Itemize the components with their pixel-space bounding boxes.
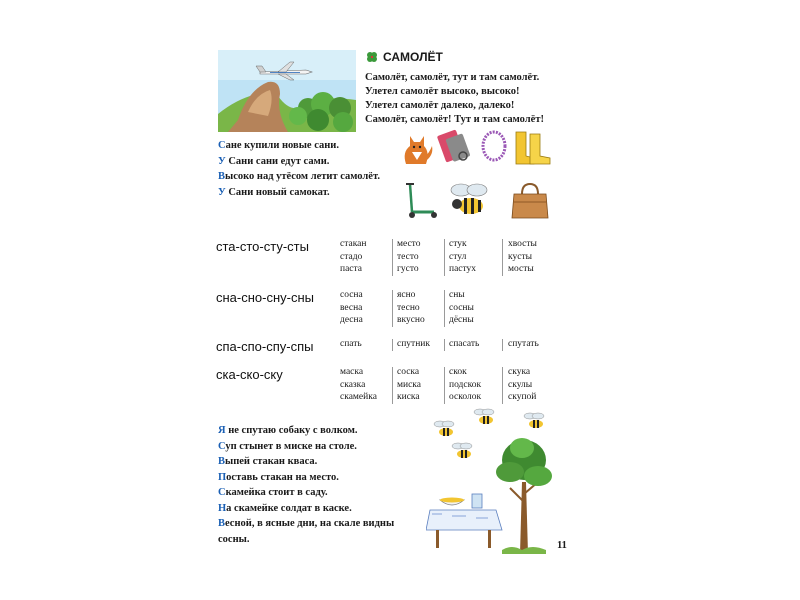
sentence: Весной, в ясные дни, на скале видны [218,518,395,529]
column-divider [444,290,445,327]
word: скупой [508,392,537,402]
poem-line: Самолёт, самолёт, тут и там самолёт. [365,72,540,83]
sentence: Высоко над утёсом летит самолёт. [218,171,380,182]
word: сказка [340,379,366,390]
poem-line: Улетел самолёт далеко, далеко! [365,100,515,111]
word-column [340,366,377,404]
word: осколок [449,392,482,402]
scooter-icon [400,180,440,220]
sentences-top [218,138,380,200]
word: подскок [449,379,482,390]
word-column [340,289,363,327]
scissors-icon [437,126,473,166]
column-divider [502,239,503,276]
table-with-bowl-illustration [426,488,506,550]
word-column [449,289,474,327]
column-divider [502,339,503,351]
word: кусты [508,251,532,262]
column-divider [392,339,393,351]
word: паста [340,264,363,274]
column-divider [392,239,393,276]
wasp-icon [447,180,495,220]
column-divider [444,239,445,276]
word: мосты [508,264,534,274]
column-divider [392,367,393,404]
poem-title-text: САМОЛЁТ [383,50,443,64]
sentence: сосны. [218,533,250,545]
word-column [449,366,481,404]
word: весна [340,302,363,313]
sentence: Я не спутаю собаку с волком. [218,425,358,436]
word: соска [397,367,420,377]
word: дёсны [449,315,474,325]
word: густо [397,264,419,274]
sentence: Сане купили новые сани. [218,140,339,151]
word-column [397,289,425,327]
word: ясно [397,290,416,300]
sentence: Скамейка стоит в саду. [218,487,328,498]
word-column [397,238,420,276]
word: спасать [449,339,480,349]
word: спутник [397,339,430,349]
word: пастух [449,264,477,274]
clover-icon [365,50,379,64]
syllable-group: спа-спо-спу-спы [216,339,314,354]
word: стакан [340,239,367,249]
word: сны [449,290,465,300]
word: стул [449,251,467,262]
word-column [397,366,421,404]
poem-line: Улетел самолёт высоко, высоко! [365,86,520,97]
word: киска [397,392,420,402]
fox-icon [400,126,434,166]
word: скамейка [340,392,377,402]
word: десна [340,315,363,325]
page-number: 11 [557,540,567,551]
sentence: Суп стынет в миске на столе. [218,440,357,452]
poem-title [365,50,443,64]
poem-line: Самолёт, самолёт! Тут и там самолёт! [365,114,544,125]
word: скулы [508,379,533,390]
word-column [508,238,537,276]
word: спать [340,339,362,349]
word-column [397,338,430,351]
word: скок [449,367,467,377]
boots-icon [512,128,552,166]
word: спутать [508,339,539,349]
word: сосны [449,302,474,313]
poem-text [365,71,544,127]
word: сосна [340,290,363,300]
word: хвосты [508,239,537,249]
word: тесно [397,302,420,313]
word: маска [340,367,364,377]
word-column [449,238,476,276]
syllable-group: сна-сно-сну-сны [216,290,315,305]
word: тесто [397,251,419,262]
column-divider [444,367,445,404]
sentence: У Сани сани едут сами. [218,155,330,167]
word-column [340,238,366,276]
airplane-illustration [218,50,356,132]
sentence: Поставь стакан на место. [218,471,339,483]
word: скука [508,367,531,377]
word: миска [397,379,422,390]
word-column [449,338,479,351]
sentence: У Сани новый самокат. [218,186,330,198]
handbag-icon [510,180,550,220]
word-column [508,338,539,351]
sentence: Выпей стакан кваса. [218,456,318,467]
beads-icon [479,128,509,164]
word-column [508,366,536,404]
syllable-group: ска-ско-ску [216,367,283,382]
sentence: На скамейке солдат в каске. [218,502,352,514]
word: стадо [340,251,363,262]
column-divider [392,290,393,327]
syllable-group: ста-сто-сту-сты [216,239,309,254]
column-divider [444,339,445,351]
word: стук [449,239,467,249]
word-column [340,338,362,351]
word: вкусно [397,315,425,325]
word: место [397,239,421,249]
sentences-bottom [218,423,394,547]
column-divider [502,367,503,404]
